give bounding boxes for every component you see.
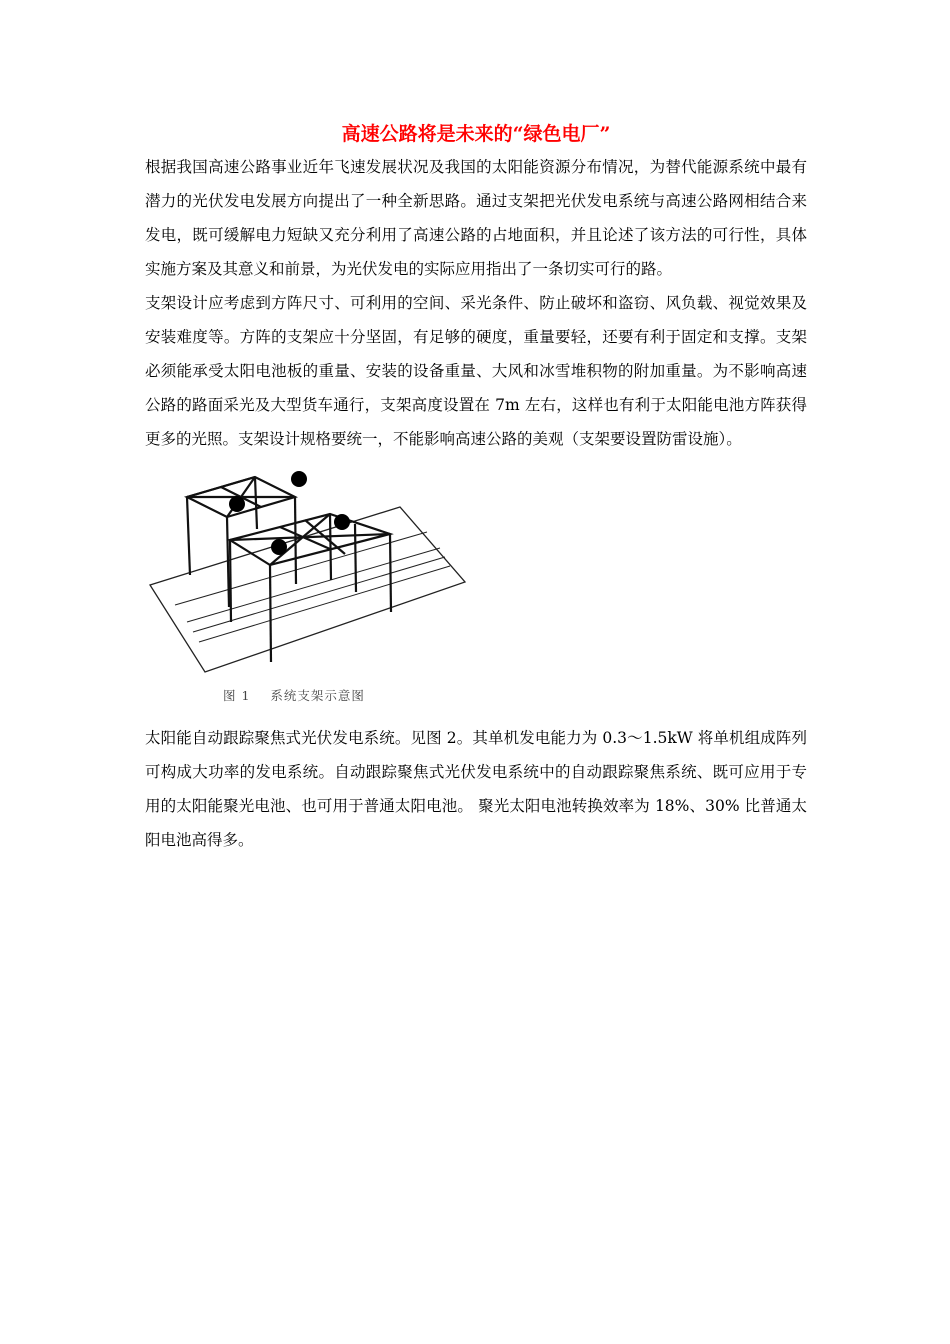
front-frame-leg [330,514,331,580]
figure-caption: 图 1 系统支架示意图 [223,688,365,703]
solar-panel-node [291,471,307,487]
solar-panel-node [229,496,245,512]
figure-support-diagram [145,462,475,717]
back-frame-leg [255,477,257,529]
back-frame-leg [227,517,229,607]
front-frame-leg [270,565,271,662]
front-frame-leg [390,534,391,612]
road-lane-line [187,548,440,622]
back-frame-leg [295,497,296,584]
support-frame-diagram [145,462,475,687]
paragraph-tracking-system: 太阳能自动跟踪聚焦式光伏发电系统。见图 2。其单机发电能力为 0.3～1.5kW 将单机组成阵列可构成大功率的发电系统。自动跟踪聚焦式光伏发电系统中的自动跟踪聚焦系统、既可应用于专用的太阳能聚光电池、也可用于普通太阳电池。 聚光太阳电池转换效率为 18%、30% 比普通太阳电池高得多。 [145,729,807,849]
back-frame-leg [187,497,190,575]
solar-panel-node [271,539,287,555]
front-frame-leg [355,524,356,592]
paragraph-support-design: 支架设计应考虑到方阵尺寸、可利用的空间、采光条件、防止破坏和盗窃、风负载、视觉效果及安装难度等。方阵的支架应十分坚固，有足够的硬度，重量要轻，还要有利于固定和支撑。支架必须能承受太阳电池板的重量、安装的设备重量、大风和冰雪堆积物的附加重量。为不影响高速公路的路面采光及大型货车通行，支架高度设置在 7m 左右，这样也有利于太阳能电池方阵获得更多的光照。支架设计规格要统一，不能影响高速公路的美观（支架要设置防雷设施）。 [145,294,807,448]
paragraph-abstract: 根据我国高速公路事业近年飞速发展状况及我国的太阳能资源分布情况，为替代能源系统中最有潜力的光伏发电发展方向提出了一种全新思路。通过支架把光伏发电系统与高速公路网相结合来发电，既可缓解电力短缺又充分利用了高速公路的占地面积，并且论述了该方法的可行性，具体实施方案及其意义和前景，为光伏发电的实际应用指出了一条切实可行的路。 [145,158,807,278]
document-page [145,118,807,857]
solar-panel-node [334,514,350,530]
front-frame-leg [230,540,231,622]
document-title: 高速公路将是未来的“绿色电厂” [341,123,611,145]
